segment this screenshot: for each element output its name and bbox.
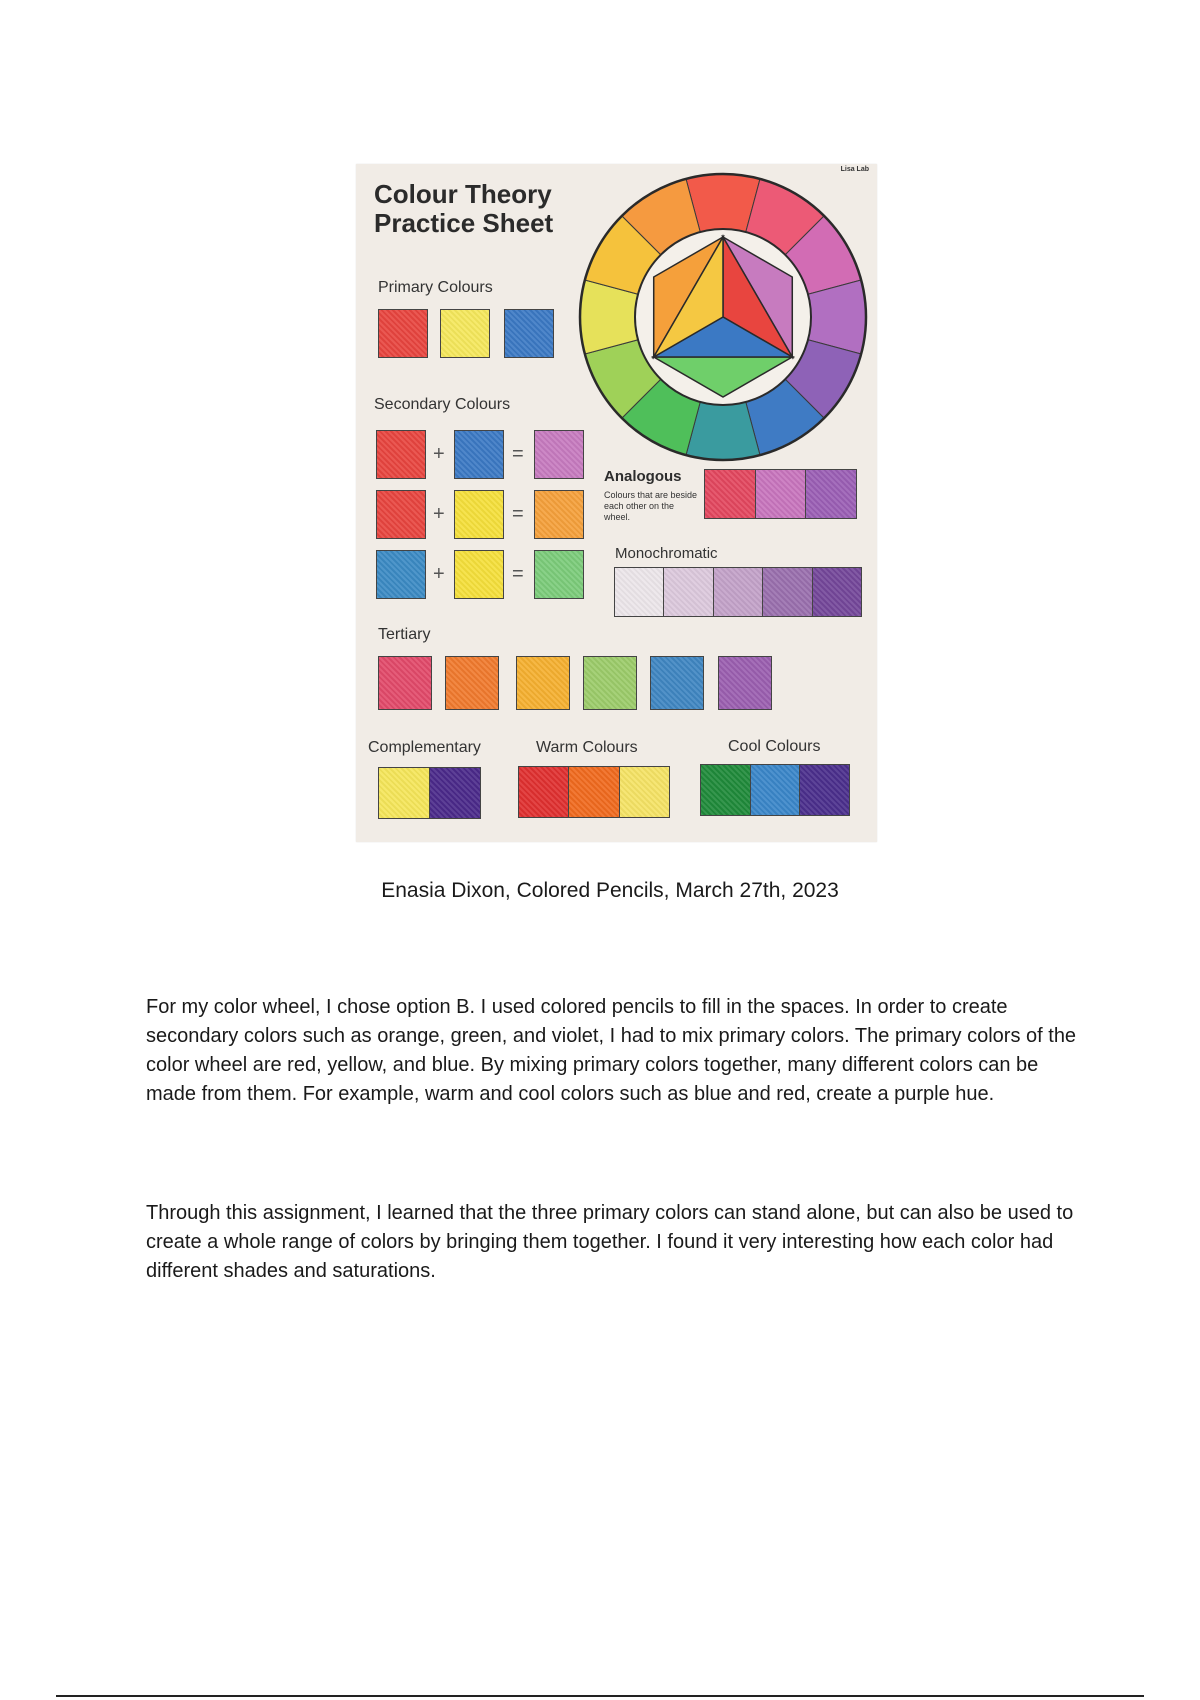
secondary-row2-a	[376, 490, 426, 539]
warm-colours-label: Warm Colours	[536, 739, 638, 756]
tertiary-swatch	[445, 656, 499, 710]
strip-swatch	[714, 568, 763, 616]
tertiary-swatch	[650, 656, 704, 710]
paragraph-2: Through this assignment, I learned that the three primary colors can stand alone, but can also be used to create a whole range of colors by bringing them together. I found it very interesting how each color had different shades and saturations.	[146, 1202, 1074, 1282]
strip-swatch	[813, 568, 861, 616]
monochromatic-strip	[614, 567, 862, 617]
secondary-row2-b	[454, 490, 504, 539]
complementary-label: Complementary	[368, 739, 481, 756]
primary-colours-label: Primary Colours	[378, 279, 493, 296]
plus-sign: +	[433, 503, 445, 525]
strip-swatch	[806, 470, 856, 518]
warm-colours-strip	[518, 766, 670, 818]
footer-divider	[56, 1695, 1144, 1697]
primary-swatch-red	[378, 309, 428, 358]
strip-swatch	[756, 470, 807, 518]
strip-swatch	[519, 767, 569, 817]
tertiary-swatch	[516, 656, 570, 710]
equals-sign: =	[512, 443, 524, 465]
tertiary-swatch	[718, 656, 772, 710]
strip-swatch	[763, 568, 812, 616]
strip-swatch	[800, 765, 849, 815]
image-caption: Enasia Dixon, Colored Pencils, March 27th, 2023	[381, 879, 839, 902]
monochromatic-label: Monochromatic	[615, 545, 718, 562]
colour-theory-sheet-photo	[356, 164, 877, 842]
tertiary-label: Tertiary	[378, 626, 431, 643]
secondary-row1-result	[534, 430, 584, 479]
secondary-row3-b	[454, 550, 504, 599]
analogous-description: Colours that are beside each other on the wheel.	[604, 490, 698, 522]
secondary-row3-a	[376, 550, 426, 599]
colour-wheel	[578, 172, 868, 462]
strip-swatch	[620, 767, 669, 817]
artist-signature: Lisa Lab	[840, 166, 869, 173]
equals-sign: =	[512, 563, 524, 585]
paragraph-1: For my color wheel, I chose option B. I used colored pencils to fill in the spaces. In order to create secondary colors such as orange, green, and violet, I had to mix primary colors. The primary colors of the color wheel are red, yellow, and blue. By mixing primary colors together, many different colors can be made from them. For example, warm and cool colors such as blue and red, create a purple hue.	[146, 996, 1077, 1105]
strip-swatch	[705, 470, 756, 518]
strip-swatch	[751, 765, 801, 815]
secondary-row2-result	[534, 490, 584, 539]
tertiary-swatch	[378, 656, 432, 710]
secondary-colours-label: Secondary Colours	[374, 396, 511, 413]
analogous-label: Analogous	[604, 468, 682, 485]
strip-swatch	[701, 765, 751, 815]
sheet-title: Colour Theory Practice Sheet	[374, 179, 554, 238]
secondary-row1-a	[376, 430, 426, 479]
cool-colours-label: Cool Colours	[728, 738, 821, 755]
tertiary-swatch	[583, 656, 637, 710]
strip-swatch	[664, 568, 713, 616]
strip-swatch	[615, 568, 664, 616]
complementary-strip	[378, 767, 481, 819]
plus-sign: +	[433, 443, 445, 465]
plus-sign: +	[433, 563, 445, 585]
secondary-row3-result	[534, 550, 584, 599]
primary-swatch-yellow	[440, 309, 490, 358]
strip-swatch	[569, 767, 619, 817]
strip-swatch	[430, 768, 480, 818]
strip-swatch	[379, 768, 430, 818]
equals-sign: =	[512, 503, 524, 525]
primary-swatch-blue	[504, 309, 554, 358]
cool-colours-strip	[700, 764, 850, 816]
analogous-strip	[704, 469, 857, 519]
secondary-row1-b	[454, 430, 504, 479]
